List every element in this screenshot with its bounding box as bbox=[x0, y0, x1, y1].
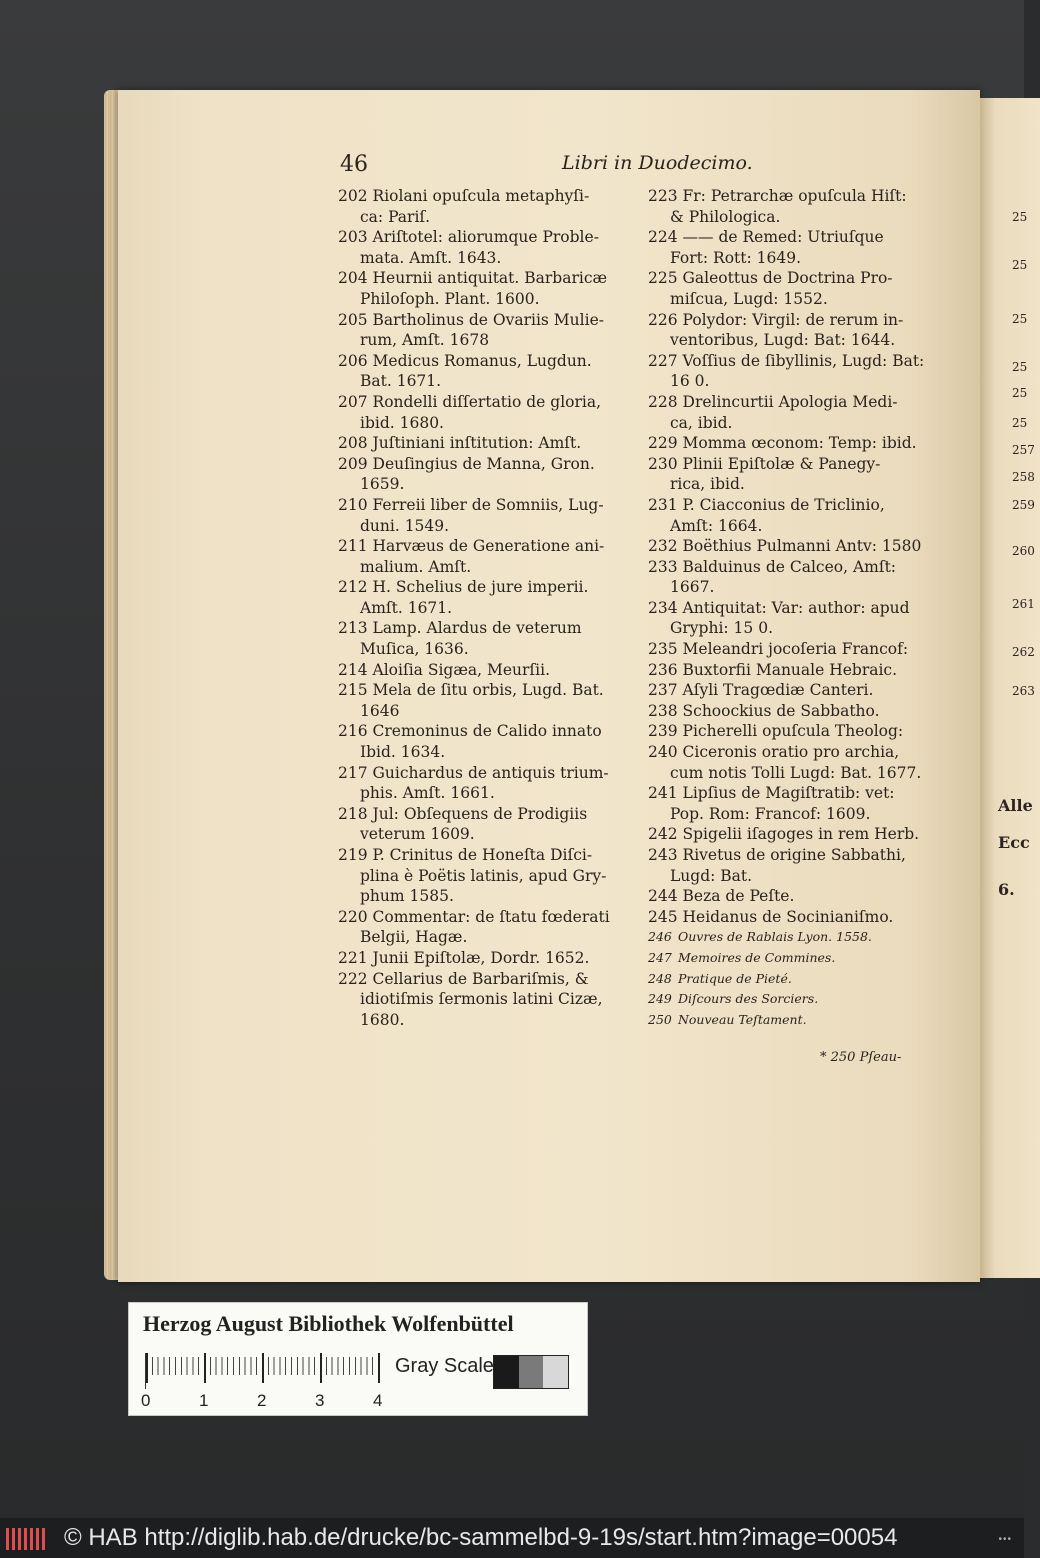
ruler-major-tick bbox=[146, 1353, 148, 1383]
entry-continuation: & Philologica. bbox=[670, 207, 781, 226]
entry-number: 221 bbox=[338, 948, 368, 967]
catalog-entry bbox=[338, 660, 638, 681]
entry-title: P. Ciacconius de Triclinio, bbox=[677, 495, 885, 514]
gray-patch bbox=[519, 1356, 544, 1388]
entry-number: 248 bbox=[648, 970, 672, 986]
entry-continuation: mata. Amſt. 1643. bbox=[360, 248, 502, 267]
entry-title: Cremoninus de Calido innato bbox=[367, 722, 602, 741]
entry-continuation: 1667. bbox=[670, 578, 715, 597]
catalog-entry bbox=[338, 948, 638, 969]
entry-continuation: Bat. 1671. bbox=[360, 372, 442, 391]
entry-number: 249 bbox=[648, 991, 672, 1007]
catalog-entry bbox=[338, 969, 638, 1031]
entry-first-line bbox=[338, 907, 638, 928]
adjacent-page bbox=[980, 98, 1040, 1278]
entry-first-line bbox=[648, 783, 944, 804]
entry-title: Boëthius Pulmanni Antv: 1580 bbox=[677, 537, 922, 556]
entry-title: Cellarius de Barbariſmis, & bbox=[367, 969, 589, 988]
entry-first-line bbox=[648, 433, 944, 454]
adjacent-page-fragment: 262 bbox=[1012, 645, 1035, 659]
entry-first-line bbox=[648, 742, 944, 763]
entry-title: Picherelli opuſcula Theolog: bbox=[677, 722, 904, 741]
entry-title: Fr: Petrarchæ opuſcula Hiſt: bbox=[677, 187, 907, 205]
entry-number: 227 bbox=[648, 351, 678, 370]
entry-continuation: Lugd: Bat. bbox=[670, 866, 753, 885]
entry-number: 233 bbox=[648, 557, 678, 576]
catalog-entry bbox=[648, 989, 944, 1010]
entry-number: 241 bbox=[648, 784, 678, 803]
ruler-label: 0 bbox=[141, 1391, 151, 1410]
entry-first-line bbox=[648, 1010, 944, 1031]
entry-first-line bbox=[648, 660, 944, 681]
entry-title: P. Crinitus de Honeſta Diſci- bbox=[367, 846, 593, 864]
entry-number: 243 bbox=[648, 846, 678, 864]
catalog-entry bbox=[338, 351, 638, 392]
adjacent-page-fragment: 25 bbox=[1012, 386, 1028, 400]
entry-first-line bbox=[648, 845, 944, 866]
library-name: Herzog August Bibliothek Wolfenbüttel bbox=[143, 1311, 514, 1336]
catalog-entry bbox=[648, 660, 944, 681]
entry-title: Ferreii liber de Somniis, Lug- bbox=[367, 495, 604, 514]
entry-first-line bbox=[338, 351, 638, 372]
entry-continuation: rica, ibid. bbox=[670, 475, 745, 494]
ruler-label: 1 bbox=[199, 1391, 209, 1410]
adjacent-page-fragment: 261 bbox=[1012, 597, 1035, 611]
entry-first-line bbox=[338, 310, 638, 331]
catalog-entry bbox=[648, 886, 944, 907]
entry-continuation: 16 0. bbox=[670, 372, 710, 391]
adjacent-page-fragment: 25 bbox=[1012, 312, 1028, 326]
entry-number: 209 bbox=[338, 454, 368, 473]
entry-title: Antiquitat: Var: author: apud bbox=[677, 598, 910, 617]
catalog-entry bbox=[648, 392, 944, 433]
ruler-label: 3 bbox=[315, 1391, 325, 1410]
entry-first-line bbox=[338, 969, 638, 990]
adjacent-page-fragment: 263 bbox=[1012, 684, 1035, 698]
entry-first-line bbox=[338, 948, 638, 969]
entry-first-line bbox=[648, 907, 944, 928]
catalog-entry bbox=[338, 186, 638, 227]
entry-continuation: plina è Poëtis latinis, apud Gry- bbox=[360, 866, 607, 885]
entry-first-line bbox=[648, 721, 944, 742]
ruler-major-tick bbox=[204, 1353, 206, 1383]
entry-continuation: Muſica, 1636. bbox=[360, 640, 469, 659]
entry-number: 236 bbox=[648, 660, 678, 679]
entry-continuation: ca, ibid. bbox=[670, 413, 733, 432]
entry-continuation: Belgii, Hagæ. bbox=[360, 928, 468, 947]
entry-first-line bbox=[338, 536, 638, 557]
entry-first-line bbox=[338, 763, 638, 784]
entry-number: 206 bbox=[338, 351, 368, 370]
catalog-entry bbox=[648, 680, 944, 701]
entry-continuation: Philoſoph. Plant. 1600. bbox=[360, 289, 540, 308]
catalog-entry bbox=[648, 639, 944, 660]
catalog-entry bbox=[648, 557, 944, 598]
entry-first-line bbox=[338, 680, 638, 701]
entry-title: Pratique de Pieté. bbox=[674, 970, 792, 986]
catalog-entry bbox=[648, 783, 944, 824]
entry-number: 235 bbox=[648, 640, 678, 659]
adjacent-page-fragment: 25 bbox=[1012, 416, 1028, 430]
entry-number: 226 bbox=[648, 310, 678, 329]
entry-number: 204 bbox=[338, 269, 368, 288]
entry-title: Rivetus de origine Sabbathi, bbox=[677, 846, 906, 864]
entry-first-line bbox=[648, 948, 944, 969]
entry-number: 202 bbox=[338, 187, 368, 205]
entry-continuation: miſcua, Lugd: 1552. bbox=[670, 289, 828, 308]
entry-number: 238 bbox=[648, 701, 678, 720]
entry-number: 223 bbox=[648, 187, 678, 205]
entry-first-line bbox=[338, 721, 638, 742]
entry-first-line bbox=[338, 495, 638, 516]
entry-first-line bbox=[648, 227, 944, 248]
entry-continuation: phum 1585. bbox=[360, 887, 454, 906]
entry-continuation: Gryphi: 15 0. bbox=[670, 619, 773, 638]
entry-title: Buxtorfii Manuale Hebraic. bbox=[677, 660, 898, 679]
catalog-entry bbox=[338, 907, 638, 948]
entry-first-line bbox=[338, 268, 638, 289]
catalog-entry bbox=[338, 680, 638, 721]
entry-title: Lipſius de Magiſtratib: vet: bbox=[677, 784, 895, 803]
catalog-entry bbox=[648, 721, 944, 742]
gray-patch bbox=[494, 1356, 519, 1388]
catalog-entry bbox=[648, 948, 944, 969]
adjacent-page-fragment: 6. bbox=[998, 880, 1015, 899]
entry-continuation: 1680. bbox=[360, 1010, 405, 1029]
entry-first-line bbox=[338, 454, 638, 475]
entry-first-line bbox=[648, 639, 944, 660]
adjacent-page-fragment: 257 bbox=[1012, 443, 1035, 457]
catalog-entry bbox=[338, 763, 638, 804]
entry-continuation: Fort: Rott: 1649. bbox=[670, 248, 802, 267]
entry-number: 225 bbox=[648, 269, 678, 288]
entry-number: 230 bbox=[648, 454, 678, 473]
entry-first-line bbox=[338, 660, 638, 681]
entry-title: Galeottus de Doctrina Pro- bbox=[677, 269, 893, 288]
entry-number: 234 bbox=[648, 598, 678, 617]
entry-title: Commentar: de ſtatu fœderati bbox=[367, 907, 610, 926]
entry-first-line bbox=[338, 433, 638, 454]
entry-number: 247 bbox=[648, 949, 672, 965]
entry-number: 205 bbox=[338, 310, 368, 329]
catalog-entry bbox=[338, 310, 638, 351]
adjacent-page-fragment: 25 bbox=[1012, 210, 1028, 224]
catalog-entry bbox=[648, 536, 944, 557]
entry-title: Ariſtotel: aliorumque Proble- bbox=[367, 228, 599, 247]
entry-title: Memoires de Commines. bbox=[674, 949, 836, 965]
gray-scale-label: Gray Scale bbox=[395, 1355, 494, 1377]
entry-title: Schoockius de Sabbatho. bbox=[677, 701, 880, 720]
entry-number: 229 bbox=[648, 434, 678, 453]
entry-title: Lamp. Alardus de veterum bbox=[367, 619, 582, 638]
entry-first-line bbox=[648, 927, 944, 948]
entry-title: Polydor: Virgil: de rerum in- bbox=[677, 310, 904, 329]
ruler-label: 4 bbox=[373, 1391, 383, 1410]
entry-title: Juſtiniani inſtitution: Amſt. bbox=[367, 434, 582, 453]
entry-number: 214 bbox=[338, 660, 368, 679]
entry-number: 211 bbox=[338, 537, 368, 556]
entry-number: 213 bbox=[338, 619, 368, 638]
entry-title: Mela de ſitu orbis, Lugd. Bat. bbox=[367, 681, 604, 700]
entry-first-line bbox=[338, 577, 638, 598]
footer-url[interactable]: © HAB http://diglib.hab.de/drucke/bc-sammelbd-9-19s/start.htm?image=00054 bbox=[64, 1524, 898, 1551]
catalog-entry bbox=[648, 598, 944, 639]
entry-number: 245 bbox=[648, 907, 678, 926]
entry-continuation: Ibid. 1634. bbox=[360, 743, 446, 762]
entry-title: Momma œconom: Temp: ibid. bbox=[677, 434, 917, 453]
entry-continuation: 1659. bbox=[360, 475, 405, 494]
entry-first-line bbox=[648, 268, 944, 289]
entry-first-line bbox=[648, 557, 944, 578]
entry-number: 217 bbox=[338, 763, 368, 782]
entry-title: Riolani opuſcula metaphyſi- bbox=[367, 187, 590, 205]
ruler bbox=[145, 1353, 377, 1389]
adjacent-page-fragment: Ecc bbox=[998, 833, 1030, 852]
catalog-entry bbox=[648, 824, 944, 845]
catalog-entry bbox=[338, 392, 638, 433]
color-scale-card bbox=[128, 1302, 588, 1416]
entry-first-line bbox=[648, 392, 944, 413]
entry-first-line bbox=[648, 701, 944, 722]
entry-number: 244 bbox=[648, 887, 678, 906]
entry-number: 212 bbox=[338, 578, 368, 597]
entry-continuation: duni. 1549. bbox=[360, 516, 450, 535]
entry-number: 216 bbox=[338, 722, 368, 741]
adjacent-page-fragment: 260 bbox=[1012, 544, 1035, 558]
entry-first-line bbox=[648, 886, 944, 907]
adjacent-page-fragment: 25 bbox=[1012, 258, 1028, 272]
entry-continuation: ventoribus, Lugd: Bat: 1644. bbox=[670, 331, 896, 350]
entry-title: Plinii Epiſtolæ & Panegy- bbox=[677, 454, 881, 473]
catalog-entry bbox=[338, 495, 638, 536]
ruler-label: 2 bbox=[257, 1391, 267, 1410]
entry-continuation: phis. Amſt. 1661. bbox=[360, 784, 495, 803]
entry-number: 215 bbox=[338, 681, 368, 700]
entry-first-line bbox=[648, 598, 944, 619]
adjacent-page-fragment: Alle bbox=[998, 796, 1033, 815]
entry-title: Rondelli diſſertatio de gloria, bbox=[367, 392, 602, 411]
catchword: * 250 Pſeau- bbox=[820, 1050, 902, 1065]
entry-number: 232 bbox=[648, 537, 678, 556]
entry-title: Spigelii iſagoges in rem Herb. bbox=[677, 825, 920, 844]
entry-number: 203 bbox=[338, 228, 368, 247]
right-column bbox=[648, 186, 944, 1030]
catalog-entry bbox=[648, 845, 944, 886]
entry-first-line bbox=[338, 392, 638, 413]
left-column bbox=[338, 186, 638, 1030]
entry-title: Jul: Obſequens de Prodigiis bbox=[367, 804, 588, 823]
entry-title: Beza de Peſte. bbox=[677, 887, 795, 906]
entry-title: Aſyli Tragœdiæ Canteri. bbox=[677, 681, 874, 700]
catalog-entry bbox=[338, 721, 638, 762]
entry-number: 240 bbox=[648, 743, 678, 762]
entry-first-line bbox=[648, 351, 944, 372]
entry-continuation: cum notis Tolli Lugd: Bat. 1677. bbox=[670, 763, 922, 782]
catalog-entry bbox=[648, 969, 944, 990]
catalog-entry bbox=[338, 536, 638, 577]
catalog-entry bbox=[648, 454, 944, 495]
hab-logo-icon bbox=[6, 1528, 46, 1550]
catalog-entry bbox=[648, 268, 944, 309]
entry-continuation: 1646 bbox=[360, 701, 400, 720]
entry-title: Balduinus de Calceo, Amſt: bbox=[677, 557, 897, 576]
entry-number: 239 bbox=[648, 722, 678, 741]
entry-continuation: idiotiſmis ſermonis latini Cizæ, bbox=[360, 990, 603, 1009]
entry-number: 208 bbox=[338, 434, 368, 453]
catalog-entry bbox=[338, 577, 638, 618]
catalog-entry bbox=[648, 907, 944, 928]
running-head: Libri in Duodecimo. bbox=[562, 152, 753, 174]
entry-continuation: rum, Amſt. 1678 bbox=[360, 331, 490, 350]
entry-number: 242 bbox=[648, 825, 678, 844]
entry-title: Bartholinus de Ovariis Mulie- bbox=[367, 310, 604, 329]
entry-title: Diſcours des Sorciers. bbox=[674, 991, 819, 1007]
entry-first-line bbox=[338, 804, 638, 825]
entry-title: Deuſingius de Manna, Gron. bbox=[367, 454, 595, 473]
entry-title: —— de Remed: Utriuſque bbox=[677, 228, 884, 247]
entry-first-line bbox=[338, 227, 638, 248]
entry-first-line bbox=[648, 969, 944, 990]
entry-first-line bbox=[338, 186, 638, 207]
entry-first-line bbox=[338, 845, 638, 866]
catalog-entry bbox=[338, 433, 638, 454]
ruler-major-tick bbox=[320, 1353, 322, 1383]
catalog-entry bbox=[648, 495, 944, 536]
catalog-entry bbox=[648, 701, 944, 722]
adjacent-page-fragment: 259 bbox=[1012, 498, 1035, 512]
entry-continuation: Amſt: 1664. bbox=[670, 516, 763, 535]
catalog-entry bbox=[338, 268, 638, 309]
entry-title: Harvæus de Generatione ani- bbox=[367, 537, 605, 556]
entry-first-line bbox=[648, 824, 944, 845]
entry-title: Aloiſia Sigæa, Meurſii. bbox=[367, 660, 550, 679]
catalog-entry bbox=[338, 618, 638, 659]
entry-first-line bbox=[648, 680, 944, 701]
catalog-entry bbox=[648, 351, 944, 392]
entry-continuation: ca: Pariſ. bbox=[360, 207, 431, 226]
entry-first-line bbox=[648, 536, 944, 557]
entry-title: Ciceronis oratio pro archia, bbox=[677, 743, 900, 762]
entry-title: Junii Epiſtolæ, Dordr. 1652. bbox=[367, 948, 590, 967]
entry-number: 218 bbox=[338, 804, 368, 823]
entry-number: 246 bbox=[648, 929, 672, 945]
more-icon[interactable]: ••• bbox=[998, 1534, 1012, 1545]
entry-number: 220 bbox=[338, 907, 368, 926]
catalog-entry bbox=[648, 927, 944, 948]
gray-patch bbox=[543, 1356, 568, 1388]
entry-continuation: Pop. Rom: Francof: 1609. bbox=[670, 804, 871, 823]
entry-number: 228 bbox=[648, 392, 678, 411]
entry-title: Nouveau Teſtament. bbox=[674, 1011, 807, 1027]
entry-number: 250 bbox=[648, 1011, 672, 1027]
entry-title: H. Schelius de jure imperii. bbox=[367, 578, 589, 597]
entry-first-line bbox=[648, 454, 944, 475]
entry-number: 207 bbox=[338, 392, 368, 411]
catalog-entry bbox=[338, 845, 638, 907]
entry-first-line bbox=[648, 310, 944, 331]
entry-first-line bbox=[338, 618, 638, 639]
page-header bbox=[340, 148, 940, 178]
entry-title: Heurnii antiquitat. Barbaricæ bbox=[367, 269, 608, 288]
entry-title: Drelincurtii Apologia Medi- bbox=[677, 392, 898, 411]
entry-number: 219 bbox=[338, 846, 368, 864]
entry-continuation: ibid. 1680. bbox=[360, 413, 444, 432]
catalog-entry bbox=[648, 742, 944, 783]
catalog-entry bbox=[648, 227, 944, 268]
entry-title: Medicus Romanus, Lugdun. bbox=[367, 351, 592, 370]
page-number: 46 bbox=[340, 152, 368, 177]
catalog-entry bbox=[648, 186, 944, 227]
catalog-entry bbox=[648, 433, 944, 454]
entry-first-line bbox=[648, 186, 944, 207]
ruler-major-tick bbox=[262, 1353, 264, 1383]
entry-continuation: veterum 1609. bbox=[360, 825, 475, 844]
entry-title: Guichardus de antiquis trium- bbox=[367, 763, 609, 782]
catalog-entry bbox=[338, 804, 638, 845]
entry-first-line bbox=[648, 495, 944, 516]
catalog-entry bbox=[648, 1010, 944, 1031]
entry-number: 222 bbox=[338, 969, 368, 988]
entry-first-line bbox=[648, 989, 944, 1010]
adjacent-page-fragment: 258 bbox=[1012, 470, 1035, 484]
entry-number: 231 bbox=[648, 495, 678, 514]
catalog-entry bbox=[338, 227, 638, 268]
entry-title: Meleandri jocoſeria Francof: bbox=[677, 640, 909, 659]
entry-number: 210 bbox=[338, 495, 368, 514]
entry-title: Voſſius de ſibyllinis, Lugd: Bat: bbox=[677, 351, 925, 370]
entry-number: 224 bbox=[648, 228, 678, 247]
entry-title: Ouvres de Rablais Lyon. 1558. bbox=[674, 929, 872, 945]
entry-title: Heidanus de Socinianiſmo. bbox=[677, 907, 894, 926]
ruler-major-tick bbox=[378, 1353, 380, 1383]
footer-bar bbox=[0, 1518, 1024, 1558]
catalog-entry bbox=[648, 310, 944, 351]
entry-number: 237 bbox=[648, 681, 678, 700]
adjacent-page-fragment: 25 bbox=[1012, 360, 1028, 374]
catalog-entry bbox=[338, 454, 638, 495]
entry-continuation: malium. Amſt. bbox=[360, 557, 472, 576]
entry-continuation: Amſt. 1671. bbox=[360, 598, 453, 617]
gray-scale-patches bbox=[493, 1355, 569, 1389]
